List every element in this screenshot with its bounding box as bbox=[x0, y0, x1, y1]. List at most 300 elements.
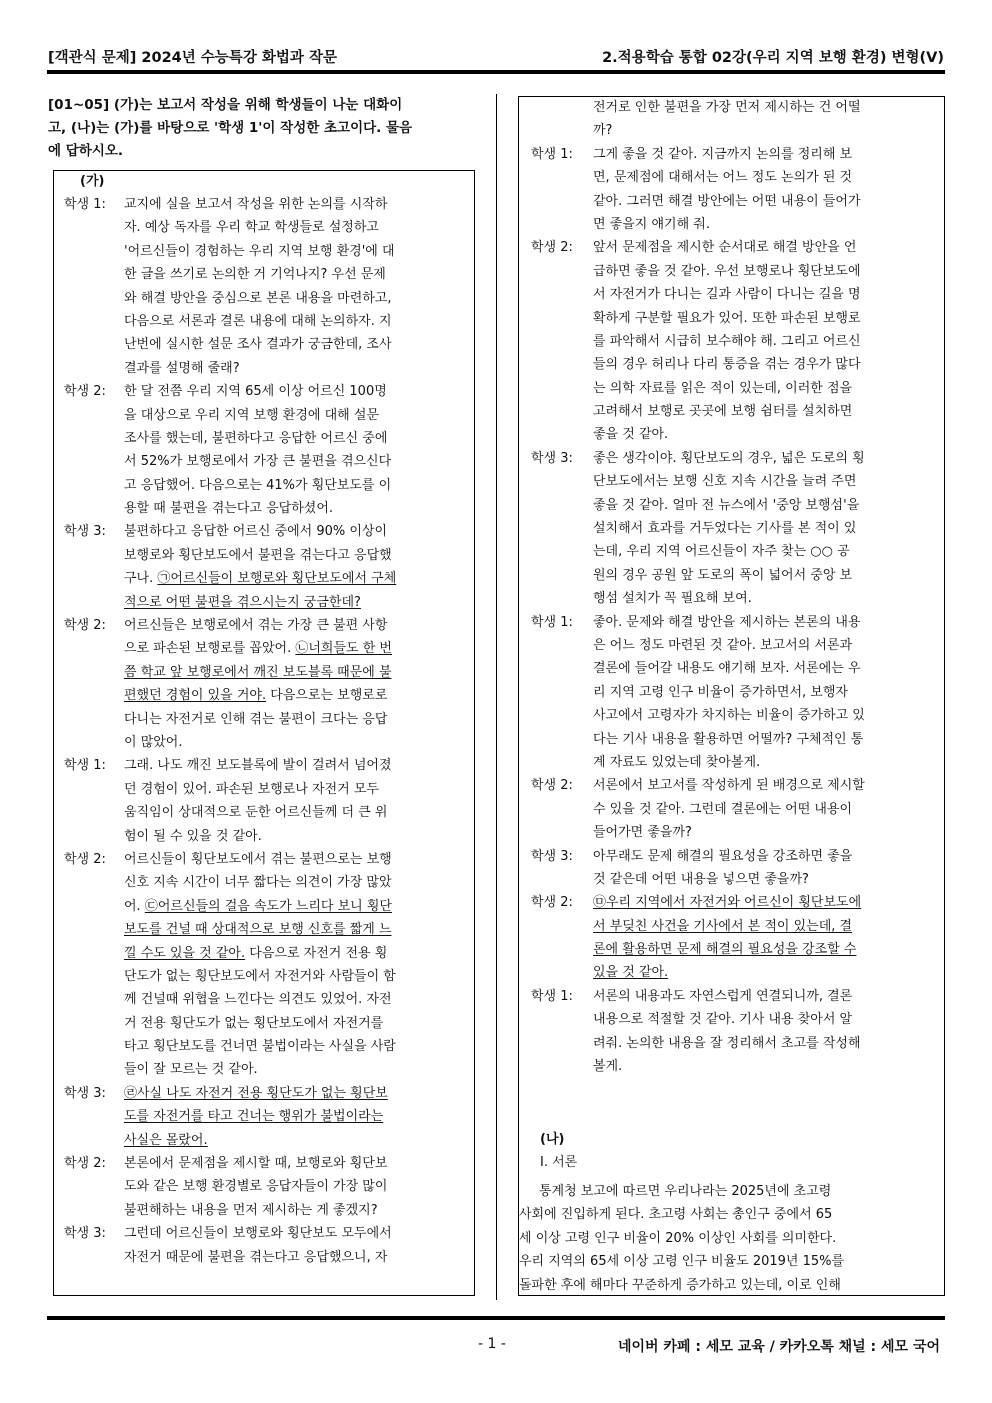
dialogue-right bbox=[531, 96, 937, 1078]
dialogue-text-part: 도와 같은 보행 환경별로 응답자들이 가장 많이 bbox=[124, 1179, 388, 1195]
dialogue-text-part: 그게 좋을 것 같아. 지금까지 논의를 정리해 보 bbox=[593, 146, 853, 162]
dialogue-text bbox=[593, 213, 710, 236]
dialogue-text bbox=[593, 891, 861, 914]
underlined-passage: ㉡너희들도 한 번 bbox=[295, 641, 392, 657]
section-label-na: (나) bbox=[540, 1132, 565, 1147]
dialogue-line bbox=[531, 634, 937, 657]
dialogue-line bbox=[531, 1055, 937, 1078]
dialogue-line bbox=[64, 1199, 468, 1222]
underlined-passage: 보도를 건널 때 상대적으로 보행 신호를 짧게 느 bbox=[124, 922, 392, 938]
dialogue-text-part: 다음으로 자전거 전용 횡 bbox=[245, 945, 388, 961]
dialogue-text-part: 는 의학 자료를 읽은 적이 있는데, 이러한 점을 bbox=[593, 380, 853, 396]
dialogue-text bbox=[593, 494, 859, 517]
dialogue-line bbox=[64, 778, 468, 801]
dialogue-text bbox=[124, 708, 387, 731]
dialogue-text-part: 께 건널때 위협을 느낀다는 의견도 있었어. 자전 bbox=[124, 992, 392, 1008]
dialogue-text bbox=[593, 961, 668, 984]
dialogue-text-part: 불편해하는 내용을 먼저 제시하는 게 좋겠지? bbox=[124, 1202, 378, 1218]
dialogue-text bbox=[593, 564, 852, 587]
dialogue-text-part: 아무래도 문제 해결의 필요성을 강조하면 좋을 bbox=[593, 848, 853, 864]
underlined-passage: 편했던 경험이 있을 거야. bbox=[124, 688, 267, 704]
dialogue-text-part: 들의 경우 허리나 다리 통증을 겪는 경우가 많다 bbox=[593, 357, 861, 373]
speaker-label: 학생 3: bbox=[64, 1226, 106, 1242]
section-intro-heading: Ⅰ. 서론 bbox=[540, 1155, 578, 1171]
speaker-label: 학생 3: bbox=[64, 524, 106, 540]
dialogue-text bbox=[593, 915, 852, 938]
dialogue-text-part: 좋아. 문제와 해결 방안을 제시하는 본론의 내용 bbox=[593, 614, 861, 630]
dialogue-text-part: 신호 지속 시간이 너무 짧다는 의견이 가장 많았 bbox=[124, 875, 392, 891]
dialogue-text-part: 을 대상으로 우리 지역 보행 환경에 대해 설문 bbox=[124, 407, 379, 423]
dialogue-text bbox=[593, 634, 852, 657]
dialogue-line bbox=[64, 988, 468, 1011]
underlined-passage: 낄 수도 있을 것 같아. bbox=[124, 945, 246, 961]
footer-rule bbox=[47, 1316, 945, 1320]
dialogue-text-part: '어르신들이 경험하는 우리 지역 보행 환경'에 대 bbox=[124, 243, 395, 259]
header-rule bbox=[47, 70, 945, 74]
dialogue-line bbox=[64, 637, 468, 660]
dialogue-text bbox=[593, 985, 852, 1008]
dialogue-text-part: 던 경험이 있어. 파손된 보행로나 자전거 모두 bbox=[124, 781, 379, 797]
dialogue-text bbox=[124, 240, 395, 263]
speaker-label: 학생 2: bbox=[64, 618, 106, 634]
dialogue-text-part: 한 글을 쓰기로 논의한 거 기억나지? 우선 문제 bbox=[124, 267, 386, 283]
dialogue-text bbox=[593, 657, 861, 680]
dialogue-text bbox=[124, 614, 387, 637]
dialogue-text bbox=[593, 307, 861, 330]
dialogue-line bbox=[531, 447, 937, 470]
dialogue-line bbox=[64, 567, 468, 590]
dialogue-text bbox=[593, 540, 850, 563]
dialogue-text-part: 거 전용 횡단도가 없는 횡단보도에서 자전거를 bbox=[124, 1015, 384, 1031]
dialogue-text-part: 서론의 내용과도 자연스럽게 연결되니까, 결론 bbox=[593, 988, 853, 1004]
dialogue-line bbox=[64, 1058, 468, 1081]
dialogue-line bbox=[531, 915, 937, 938]
dialogue-text bbox=[593, 845, 852, 868]
dialogue-text bbox=[124, 778, 379, 801]
dialogue-text bbox=[593, 681, 848, 704]
dialogue-line bbox=[64, 684, 468, 707]
dialogue-text bbox=[593, 400, 852, 423]
underlined-passage: 서 부딪친 사건을 기사에서 본 적이 있는데, 결 bbox=[593, 918, 853, 934]
dialogue-line bbox=[64, 871, 468, 894]
dialogue-text-part: 면 좋을지 얘기해 줘. bbox=[593, 216, 710, 232]
dialogue-line bbox=[531, 494, 937, 517]
dialogue-text-part: 들이 잘 모르는 것 같아. bbox=[124, 1062, 258, 1078]
dialogue-text bbox=[593, 868, 809, 891]
dialogue-text bbox=[593, 283, 861, 306]
dialogue-text-part: 수 있을 것 같아. 그런데 결론에는 어떤 내용이 bbox=[593, 801, 853, 817]
dialogue-line bbox=[64, 263, 468, 286]
underlined-passage: 사실은 몰랐어. bbox=[124, 1132, 208, 1148]
draft-paragraph bbox=[519, 1180, 941, 1297]
dialogue-text bbox=[593, 611, 861, 634]
dialogue-text-part: 불편하다고 응답한 어르신 중에서 90% 이상이 bbox=[124, 524, 388, 540]
dialogue-line bbox=[531, 845, 937, 868]
dialogue-text bbox=[593, 1055, 622, 1078]
dialogue-text-part: 계 자료도 있었는데 찾아볼게. bbox=[593, 754, 761, 770]
dialogue-text-part: 행섬 설치가 꼭 필요해 보여. bbox=[593, 591, 752, 607]
dialogue-line bbox=[64, 895, 468, 918]
dialogue-text-part: 내용으로 적절할 것 같아. 기사 내용 찾아서 알 bbox=[593, 1012, 853, 1028]
dialogue-line bbox=[531, 821, 937, 844]
dialogue-line bbox=[531, 96, 937, 119]
dialogue-text-part: 단도가 없는 횡단보도에서 자전거와 사람들이 함 bbox=[124, 968, 396, 984]
dialogue-text bbox=[124, 1082, 388, 1105]
dialogue-text bbox=[124, 263, 386, 286]
underlined-passage: 도를 자전거를 타고 건너는 행위가 불법이라는 bbox=[124, 1109, 384, 1125]
dialogue-text-part: 좋은 생각이야. 횡단보도의 경우, 넓은 도로의 횡 bbox=[593, 450, 865, 466]
dialogue-text bbox=[593, 751, 760, 774]
dialogue-text bbox=[593, 938, 856, 961]
dialogue-text bbox=[124, 193, 387, 216]
dialogue-line bbox=[531, 728, 937, 751]
dialogue-text bbox=[124, 450, 391, 473]
dialogue-line bbox=[64, 1222, 468, 1245]
dialogue-line bbox=[531, 330, 937, 353]
dialogue-line bbox=[64, 942, 468, 965]
dialogue-line bbox=[64, 1012, 468, 1035]
dialogue-text-part: 이 많았어. bbox=[124, 734, 183, 750]
dialogue-line bbox=[64, 380, 468, 403]
dialogue-line bbox=[64, 1152, 468, 1175]
dialogue-text-part: 는데, 우리 지역 어르신들이 자주 찾는 ○○ 공 bbox=[593, 544, 850, 560]
speaker-label: 학생 1: bbox=[531, 988, 573, 1004]
dialogue-line bbox=[531, 353, 937, 376]
speaker-label: 학생 2: bbox=[64, 851, 106, 867]
underlined-passage: ㉢어르신들의 걸음 속도가 느리다 보니 횡단 bbox=[144, 898, 392, 914]
dialogue-line bbox=[64, 193, 468, 216]
dialogue-text-part: 자. 예상 독자를 우리 학교 학생들로 설정하고 bbox=[124, 220, 379, 236]
dialogue-line bbox=[531, 190, 937, 213]
dialogue-text-part: 타고 횡단보도를 건너면 불법이라는 사실을 사람 bbox=[124, 1039, 396, 1055]
dialogue-line bbox=[64, 661, 468, 684]
dialogue-line bbox=[64, 1035, 468, 1058]
underlined-passage: ㉣사실 나도 자전거 전용 횡단도가 없는 횡단보 bbox=[124, 1085, 388, 1101]
dialogue-text bbox=[124, 801, 387, 824]
dialogue-line bbox=[531, 236, 937, 259]
underlined-passage: 적으로 어떤 불편을 겪으시는지 궁금한데? bbox=[124, 594, 361, 610]
dialogue-line bbox=[64, 591, 468, 614]
dialogue-text-part: 서 52%가 보행로에서 가장 큰 불편을 겪으신다 bbox=[124, 454, 392, 470]
dialogue-line bbox=[531, 657, 937, 680]
dialogue-text bbox=[124, 895, 392, 918]
dialogue-line bbox=[64, 240, 468, 263]
footer-brand: 네이버 카페 : 세모 교육 / 카카오톡 채널 : 세모 국어 bbox=[617, 1339, 940, 1355]
paragraph-line: 통계청 보고에 따르면 우리나라는 2025년에 초고령 bbox=[539, 1184, 832, 1199]
dialogue-text-part: 서론에서 보고서를 작성하게 된 배경으로 제시할 bbox=[593, 778, 865, 794]
dialogue-text-part: 와 해결 방안을 중심으로 본론 내용을 마련하고, bbox=[124, 290, 392, 306]
dialogue-text bbox=[593, 96, 861, 119]
dialogue-text-part: 어르신들은 보행로에서 겪는 가장 큰 불편 사항 bbox=[124, 618, 388, 634]
dialogue-text-part: 어. bbox=[124, 898, 145, 914]
dialogue-text-part: 까? bbox=[593, 123, 613, 139]
dialogue-text-part: 앞서 문제점을 제시한 순서대로 해결 방안을 언 bbox=[593, 240, 857, 256]
dialogue-text-part: 그런데 어르신들이 보행로와 횡단보도 모두에서 bbox=[124, 1226, 392, 1242]
dialogue-line bbox=[64, 708, 468, 731]
page-number: - 1 - bbox=[478, 1336, 506, 1352]
dialogue-line bbox=[531, 119, 937, 142]
dialogue-text bbox=[124, 848, 392, 871]
dialogue-line bbox=[531, 213, 937, 236]
dialogue-text bbox=[124, 1058, 258, 1081]
dialogue-line bbox=[531, 540, 937, 563]
dialogue-text bbox=[124, 871, 392, 894]
dialogue-line bbox=[64, 1129, 468, 1152]
dialogue-line bbox=[64, 754, 468, 777]
speaker-label: 학생 3: bbox=[531, 450, 573, 466]
dialogue-line bbox=[64, 731, 468, 754]
dialogue-text-part: 난번에 실시한 설문 조사 결과가 궁금한데, 조사 bbox=[124, 337, 392, 353]
underlined-passage: 쯤 학교 앞 보행로에서 깨진 보도블록 때문에 불 bbox=[124, 664, 392, 680]
dialogue-text bbox=[593, 447, 865, 470]
dialogue-left bbox=[64, 193, 468, 1269]
dialogue-text bbox=[124, 544, 392, 567]
dialogue-line bbox=[531, 423, 937, 446]
dialogue-text bbox=[593, 190, 861, 213]
dialogue-text bbox=[124, 333, 392, 356]
dialogue-text-part: 보행로와 횡단보도에서 불편을 겪는다고 응답했 bbox=[124, 547, 392, 563]
dialogue-line bbox=[64, 404, 468, 427]
dialogue-line bbox=[531, 517, 937, 540]
column-divider bbox=[496, 94, 497, 1300]
dialogue-text-part: 다니는 자전거로 인해 겪는 불편이 크다는 응답 bbox=[124, 711, 388, 727]
dialogue-line bbox=[531, 166, 937, 189]
speaker-label: 학생 3: bbox=[531, 848, 573, 864]
dialogue-text bbox=[124, 310, 392, 333]
dialogue-text-part: 결과를 설명해 줄래? bbox=[124, 360, 240, 376]
dialogue-text-part: 려줘. 논의한 내용을 잘 정리해서 초고를 작성해 bbox=[593, 1035, 861, 1051]
speaker-label: 학생 1: bbox=[64, 197, 106, 212]
dialogue-text-part: 구나. bbox=[124, 571, 158, 587]
dialogue-line bbox=[64, 216, 468, 239]
dialogue-text-part: 으로 파손된 보행로를 꼽았어. bbox=[124, 641, 296, 657]
dialogue-text bbox=[124, 591, 361, 614]
dialogue-text bbox=[593, 119, 612, 142]
dialogue-text bbox=[124, 637, 392, 660]
dialogue-line bbox=[64, 1175, 468, 1198]
speaker-label: 학생 1: bbox=[531, 146, 573, 162]
instructions-line: 에 답하시오. bbox=[48, 143, 124, 159]
dialogue-line bbox=[64, 848, 468, 871]
dialogue-line bbox=[531, 961, 937, 984]
dialogue-line bbox=[64, 474, 468, 497]
dialogue-line bbox=[531, 377, 937, 400]
dialogue-line bbox=[531, 564, 937, 587]
dialogue-text-part: 확하게 구분할 필요가 있어. 또한 파손된 보행로 bbox=[593, 310, 861, 326]
dialogue-text bbox=[593, 236, 856, 259]
speaker-label: 학생 3: bbox=[64, 1085, 106, 1101]
dialogue-text-part: 한 달 전쯤 우리 지역 65세 이상 어르신 100명 bbox=[124, 384, 387, 400]
dialogue-text-part: 다음으로 서론과 결론 내용에 대해 논의하자. 지 bbox=[124, 313, 392, 329]
instructions bbox=[48, 94, 480, 163]
dialogue-line bbox=[64, 427, 468, 450]
dialogue-text bbox=[593, 330, 861, 353]
dialogue-text-part: 그래. 나도 깨진 보도블록에 발이 걸려서 넘어졌 bbox=[124, 758, 392, 774]
dialogue-text bbox=[124, 1175, 387, 1198]
dialogue-text bbox=[593, 798, 852, 821]
dialogue-text-part: 사고에서 고령자가 차지하는 비율이 증가하고 있 bbox=[593, 708, 865, 724]
dialogue-text bbox=[124, 1246, 387, 1269]
dialogue-line bbox=[531, 868, 937, 891]
dialogue-text bbox=[124, 427, 387, 450]
dialogue-line bbox=[64, 1246, 468, 1269]
dialogue-line bbox=[531, 143, 937, 166]
dialogue-text bbox=[124, 380, 387, 403]
speaker-label: 학생 2: bbox=[531, 895, 573, 911]
dialogue-line bbox=[64, 1105, 468, 1128]
dialogue-line bbox=[64, 544, 468, 567]
dialogue-line bbox=[64, 965, 468, 988]
dialogue-text-part: 것 같은데 어떤 내용을 넣으면 좋을까? bbox=[593, 871, 809, 887]
dialogue-text bbox=[593, 821, 692, 844]
underlined-passage: ㉠어르신들이 보행로와 횡단보도에서 구체 bbox=[157, 571, 397, 587]
dialogue-text bbox=[593, 774, 865, 797]
dialogue-line bbox=[531, 704, 937, 727]
dialogue-text-part: 용할 때 불편을 겪는다고 응답하셨어. bbox=[124, 501, 334, 517]
dialogue-text-part: 다음으로는 보행로로 bbox=[266, 688, 388, 704]
dialogue-line bbox=[64, 825, 468, 848]
dialogue-text bbox=[124, 287, 392, 310]
dialogue-line bbox=[64, 1082, 468, 1105]
instructions-line: 고, (나)는 (가)를 바탕으로 '학생 1'이 작성한 초고이다. 물음 bbox=[48, 120, 413, 136]
dialogue-line bbox=[531, 891, 937, 914]
dialogue-line bbox=[531, 587, 937, 610]
dialogue-line bbox=[64, 357, 468, 380]
dialogue-text-part: 면, 문제점에 대해서는 어느 정도 논의가 된 것 bbox=[593, 170, 853, 186]
dialogue-line bbox=[531, 798, 937, 821]
dialogue-line bbox=[531, 751, 937, 774]
dialogue-text bbox=[124, 1012, 383, 1035]
dialogue-text bbox=[124, 567, 396, 590]
dialogue-text-part: 설치해서 효과를 거두었다는 기사를 본 적이 있 bbox=[593, 521, 857, 537]
underlined-passage: 론에 활용하면 문제 해결의 필요성을 강조할 수 bbox=[593, 942, 857, 958]
dialogue-text bbox=[593, 166, 852, 189]
dialogue-line bbox=[64, 450, 468, 473]
dialogue-text bbox=[124, 965, 396, 988]
instructions-line: [01~05] (가)는 보고서 작성을 위해 학생들이 나눈 대화이 bbox=[48, 97, 403, 113]
dialogue-text-part: 교지에 실을 보고서 작성을 위한 논의를 시작하 bbox=[124, 197, 388, 212]
dialogue-text-part: 고려해서 보행로 곳곳에 보행 쉼터를 설치하면 bbox=[593, 404, 853, 420]
section-label-ga: (가) bbox=[80, 174, 105, 189]
dialogue-line bbox=[64, 520, 468, 543]
dialogue-text-part: 들어가면 좋을까? bbox=[593, 825, 692, 841]
dialogue-text-part: 좋을 것 같아. bbox=[593, 427, 669, 443]
dialogue-text bbox=[124, 1222, 392, 1245]
dialogue-line bbox=[64, 310, 468, 333]
dialogue-text-part: 고 응답했어. 다음으로는 41%가 횡단보도를 이 bbox=[124, 477, 392, 493]
dialogue-text bbox=[593, 1032, 861, 1055]
dialogue-text-part: 같아. 그러면 해결 방안에는 어떤 내용이 들어가 bbox=[593, 193, 861, 209]
dialogue-line bbox=[531, 681, 937, 704]
dialogue-text-part: 리 지역 고령 인구 비율이 증가하면서, 보행자 bbox=[593, 684, 848, 700]
dialogue-line bbox=[531, 1032, 937, 1055]
header-lesson: 2.적용학습 통합 02강(우리 지역 보행 환경) 변형(V) bbox=[602, 50, 944, 66]
dialogue-line bbox=[531, 774, 937, 797]
page-header bbox=[48, 46, 944, 68]
dialogue-line bbox=[531, 938, 937, 961]
dialogue-text bbox=[593, 260, 861, 283]
dialogue-text bbox=[124, 404, 379, 427]
dialogue-text bbox=[124, 1105, 383, 1128]
dialogue-text-part: 볼게. bbox=[593, 1059, 623, 1075]
dialogue-text bbox=[593, 587, 752, 610]
dialogue-text bbox=[593, 728, 863, 751]
dialogue-text bbox=[124, 684, 387, 707]
dialogue-text bbox=[593, 423, 668, 446]
dialogue-text bbox=[124, 825, 262, 848]
speaker-label: 학생 1: bbox=[531, 614, 573, 630]
dialogue-text-part: 자전거 때문에 불편을 겪는다고 응답했으니, 자 bbox=[124, 1249, 388, 1265]
dialogue-text-part: 험이 될 수 있을 것 같아. bbox=[124, 828, 262, 844]
dialogue-line bbox=[64, 333, 468, 356]
dialogue-line bbox=[64, 801, 468, 824]
dialogue-text-part: 은 어느 정도 마련된 것 같아. 보고서의 서론과 bbox=[593, 637, 853, 653]
dialogue-text bbox=[593, 143, 852, 166]
paragraph-line: 세 이상 고령 인구 비율이 20% 이상인 사회를 의미한다. bbox=[519, 1230, 837, 1246]
underlined-passage: 있을 것 같아. bbox=[593, 965, 669, 981]
dialogue-line bbox=[531, 260, 937, 283]
dialogue-text bbox=[593, 470, 856, 493]
dialogue-line bbox=[531, 400, 937, 423]
dialogue-text-part: 전거로 인한 불편을 가장 먼저 제시하는 건 어떨 bbox=[593, 100, 861, 115]
dialogue-line bbox=[531, 307, 937, 330]
speaker-label: 학생 2: bbox=[64, 384, 106, 400]
dialogue-line bbox=[531, 1008, 937, 1031]
dialogue-line bbox=[531, 985, 937, 1008]
header-title: [객관식 문제] 2024년 수능특강 화법과 작문 bbox=[48, 50, 337, 66]
dialogue-text bbox=[124, 918, 392, 941]
dialogue-text bbox=[124, 216, 379, 239]
dialogue-text bbox=[124, 520, 387, 543]
speaker-label: 학생 2: bbox=[531, 240, 573, 256]
dialogue-text bbox=[593, 353, 861, 376]
dialogue-text bbox=[124, 357, 240, 380]
dialogue-text-part: 단보도에서는 보행 신호 지속 시간을 늘려 주면 bbox=[593, 474, 857, 490]
dialogue-text-part: 서 자전거가 다니는 길과 사람이 다니는 길을 명 bbox=[593, 287, 861, 303]
underlined-passage: ㉤우리 지역에서 자전거와 어르신이 횡단보도에 bbox=[593, 895, 862, 911]
dialogue-text bbox=[593, 704, 865, 727]
speaker-label: 학생 2: bbox=[531, 778, 573, 794]
dialogue-line bbox=[64, 614, 468, 637]
paragraph-line: 사회에 진입하게 된다. 초고령 사회는 총인구 중에서 65 bbox=[519, 1207, 833, 1223]
dialogue-text bbox=[124, 1199, 378, 1222]
dialogue-line bbox=[531, 283, 937, 306]
dialogue-text bbox=[124, 474, 391, 497]
dialogue-text-part: 어르신들이 횡단보도에서 겪는 불편으로는 보행 bbox=[124, 851, 392, 867]
paragraph-line: 돌파한 후에 해마다 꾸준하게 증가하고 있는데, 이로 인해 bbox=[519, 1277, 841, 1293]
dialogue-text-part: 본론에서 문제점을 제시할 때, 보행로와 횡단보 bbox=[124, 1156, 388, 1172]
dialogue-line bbox=[531, 470, 937, 493]
dialogue-text-part: 결론에 들어갈 내용도 얘기해 보자. 서론에는 우 bbox=[593, 661, 861, 677]
dialogue-text-part: 급하면 좋을 것 같아. 우선 보행로나 횡단보도에 bbox=[593, 263, 861, 279]
dialogue-line bbox=[64, 497, 468, 520]
dialogue-text bbox=[593, 517, 856, 540]
dialogue-text-part: 를 파악해서 시급히 보수해야 해. 그리고 어르신 bbox=[593, 333, 861, 349]
dialogue-text bbox=[124, 942, 387, 965]
dialogue-text bbox=[124, 1035, 396, 1058]
dialogue-line bbox=[64, 918, 468, 941]
dialogue-text-part: 움직임이 상대적으로 둔한 어르신들께 더 큰 위 bbox=[124, 805, 388, 821]
dialogue-text bbox=[124, 754, 392, 777]
dialogue-text bbox=[124, 497, 333, 520]
paragraph-line: 우리 지역의 65세 이상 고령 인구 비율도 2019년 15%를 bbox=[519, 1254, 845, 1270]
dialogue-text bbox=[124, 1129, 208, 1152]
dialogue-text-part: 원의 경우 공원 앞 도로의 폭이 넓어서 중앙 보 bbox=[593, 567, 853, 583]
dialogue-text bbox=[124, 661, 392, 684]
dialogue-text bbox=[124, 1152, 387, 1175]
dialogue-text bbox=[593, 377, 852, 400]
dialogue-text-part: 좋을 것 같아. 얼마 전 뉴스에서 '중앙 보행섬'을 bbox=[593, 497, 860, 513]
